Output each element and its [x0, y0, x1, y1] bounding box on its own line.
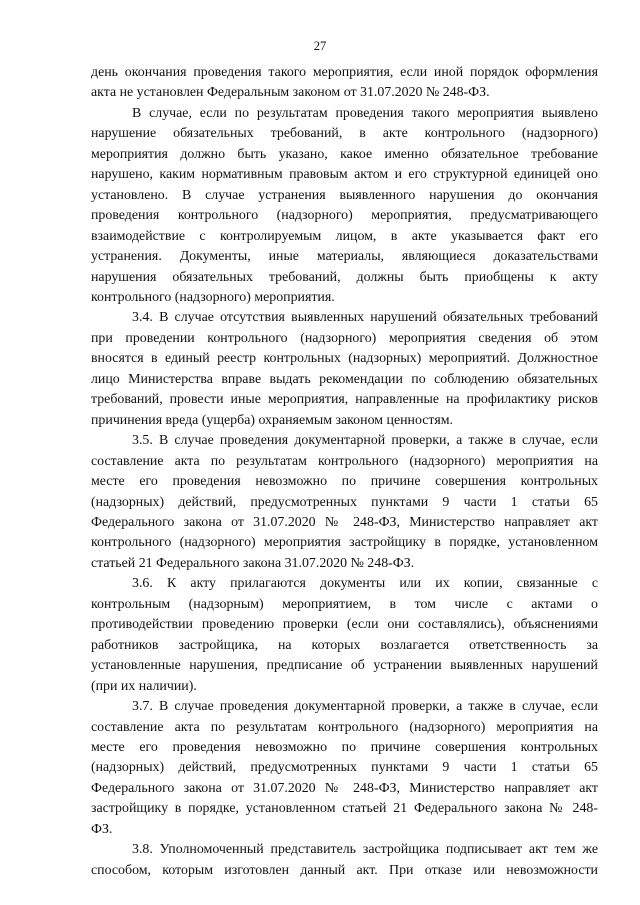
text-line: ФЗ. [91, 821, 113, 837]
text-line: В случае, если по результатам проведения такого мероприятия выявлено [132, 105, 598, 121]
text-line: нарушения обязательных требований, должны быть приобщены к акту [91, 269, 598, 285]
text-line: Федерального закона от 31.07.2020 № 248-ФЗ, Министерство направляет акт [91, 514, 598, 530]
paragraph-continuation [91, 63, 598, 104]
text-line: нарушение обязательных требований, в акте контрольного (надзорного) [91, 126, 598, 142]
text-line: взаимодействие с контролируемым лицом, в акте указывается факт его [91, 228, 598, 244]
text-line: установлено. В случае устранения выявленного нарушения до окончания [91, 187, 598, 203]
text-line: (надзорных) действий, предусмотренных пунктами 9 части 1 статьи 65 [91, 494, 598, 510]
paragraph-3-7 [91, 697, 598, 840]
text-line: мероприятия должно быть указано, какое именно обязательное требование [91, 146, 598, 162]
text-line: (надзорных) действий, предусмотренных пунктами 9 части 1 статьи 65 [91, 760, 598, 776]
text-line: контрольным (надзорным) мероприятием, в том числе с актами о [91, 596, 598, 612]
text-line: статьей 21 Федерального закона 31.07.2020 № 248-ФЗ. [91, 555, 415, 571]
text-line: способом, которым изготовлен данный акт. При отказе или невозможности [91, 862, 598, 878]
text-line: месте его проведения невозможно по причине совершения контрольных [91, 739, 598, 755]
text-line: Федерального закона от 31.07.2020 № 248-ФЗ, Министерство направляет акт [91, 780, 598, 796]
text-line: нарушено, каким нормативным правовым актом и его структурной единицей оно [91, 167, 598, 183]
text-line: причинения вреда (ущерба) охраняемым законом ценностям. [91, 412, 453, 428]
text-line: вносятся в единый реестр контрольных (надзорных) мероприятий. Должностное [91, 351, 598, 367]
text-line: при проведении контрольного (надзорного) мероприятия сведения об этом [91, 330, 598, 346]
text-line: 3.4. В случае отсутствия выявленных нарушений обязательных требований [132, 310, 598, 326]
paragraph-3-5 [91, 431, 598, 574]
text-line: установленные нарушения, предписание об устранении выявленных нарушений [91, 658, 598, 674]
text-line: день окончания проведения такого мероприятия, если иной порядок оформления [91, 65, 598, 80]
paragraph-3-6 [91, 574, 598, 697]
text-line: лицо Министерства вправе выдать рекомендации по соблюдению обязательных [91, 371, 598, 387]
text-line: контрольного (надзорного) мероприятия. [91, 289, 335, 305]
document-body [91, 63, 598, 881]
text-line: 3.6. К акту прилагаются документы или их копии, связанные с [132, 576, 598, 592]
text-line: 3.8. Уполномоченный представитель застройщика подписывает акт тем же [132, 842, 598, 858]
text-line: застройщику в порядке, установленном статьей 21 Федерального закона № 248- [91, 801, 598, 817]
text-line: противодействии проведению проверки (если они составлялись), объяснениями [91, 617, 598, 633]
page-number: 27 [313, 39, 327, 53]
text-line: проведения контрольного (надзорного) мероприятия, предусматривающего [91, 208, 598, 224]
text-line: составление акта по результатам контрольного (надзорного) мероприятия на [91, 453, 598, 469]
paragraph-violation-description [91, 104, 598, 309]
text-line: акта не установлен Федеральным законом от 31.07.2020 № 248-ФЗ. [91, 85, 490, 101]
text-line: контрольного (надзорного) мероприятия застройщику в порядке, установленном [91, 535, 598, 551]
text-line: требований, провести иные мероприятия, направленные на профилактику рисков [91, 392, 598, 408]
text-line: (при их наличии). [91, 678, 197, 694]
paragraph-3-4 [91, 308, 598, 431]
text-line: устранения. Документы, иные материалы, являющиеся доказательствами [91, 249, 598, 265]
text-line: 3.7. В случае проведения документарной проверки, а также в случае, если [132, 699, 598, 715]
text-line: месте его проведения невозможно по причине совершения контрольных [91, 474, 598, 490]
paragraph-3-8 [91, 840, 598, 881]
text-line: работников застройщика, на которых возлагается ответственность за [91, 637, 598, 653]
text-line: 3.5. В случае проведения документарной проверки, а также в случае, если [132, 433, 598, 449]
text-line: составление акта по результатам контрольного (надзорного) мероприятия на [91, 719, 598, 735]
